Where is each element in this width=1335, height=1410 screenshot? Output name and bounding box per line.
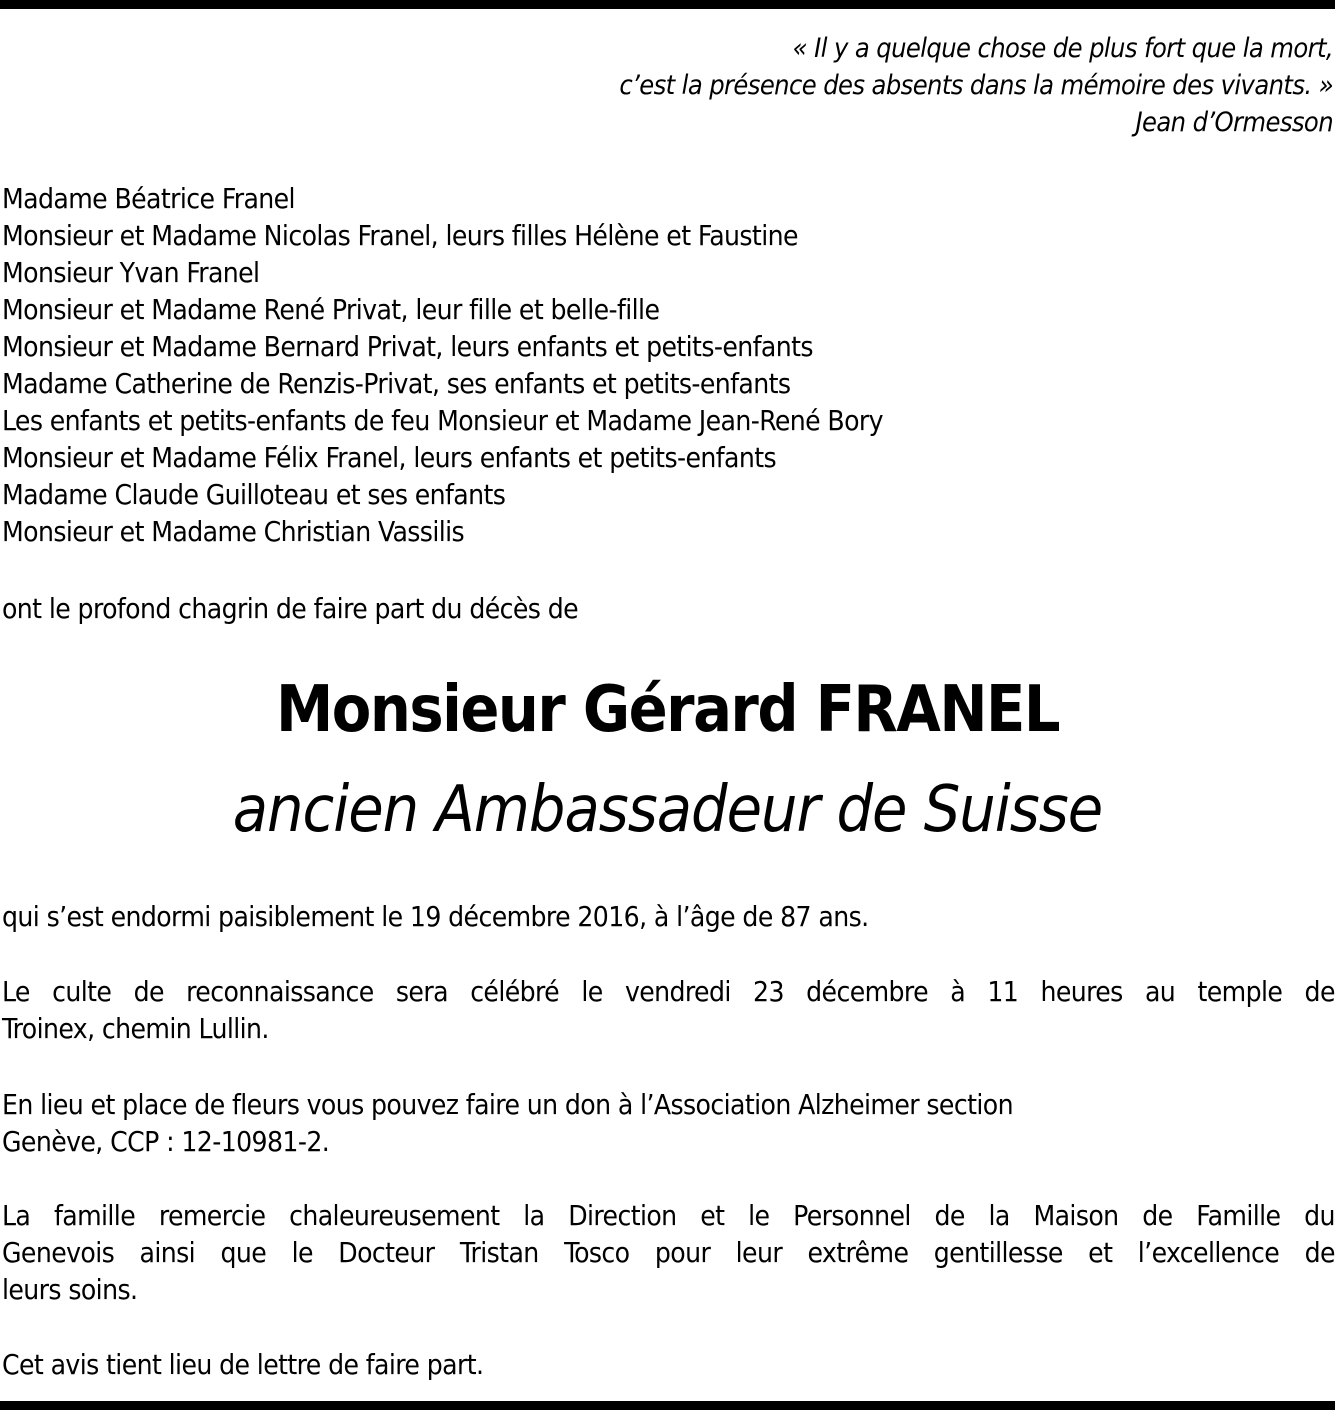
word: pour [654, 1236, 711, 1269]
word: Direction [568, 1199, 677, 1232]
word: l’excellence [1137, 1236, 1280, 1269]
word: le [748, 1199, 770, 1232]
word: Tristan [459, 1236, 539, 1269]
top-rule [0, 0, 1335, 9]
word: de [934, 1199, 965, 1232]
word: extrême [807, 1236, 909, 1269]
word: vendredi [624, 975, 731, 1008]
service-paragraph [2, 973, 1335, 1047]
closing-line: Cet avis tient lieu de lettre de faire part. [2, 1348, 484, 1381]
family-member: Monsieur et Madame Bernard Privat, leurs enfants et petits-enfants [2, 330, 813, 363]
word: de [1304, 1236, 1335, 1269]
epigraph-line-1: « Il y a quelque chose de plus fort que la mort, [792, 33, 1333, 64]
family-member: Les enfants et petits-enfants de feu Monsieur et Madame Jean-René Bory [2, 404, 883, 437]
word: heures [1040, 975, 1123, 1008]
word: La [2, 1199, 31, 1232]
deceased-title: ancien Ambassadeur de Suisse [232, 773, 1103, 847]
passing-line: qui s’est endormi paisiblement le 19 décembre 2016, à l’âge de 87 ans. [2, 900, 869, 933]
word: 23 [753, 975, 784, 1008]
family-list [2, 180, 883, 550]
word: de [133, 975, 164, 1008]
family-member: Monsieur et Madame Félix Franel, leurs enfants et petits-enfants [2, 441, 776, 474]
donation-line-1: En lieu et place de fleurs vous pouvez faire un don à l’Association Alzheimer section [2, 1088, 1013, 1121]
family-member: Madame Claude Guilloteau et ses enfants [2, 478, 506, 511]
word: que [220, 1236, 267, 1269]
epigraph-line-2: c’est la présence des absents dans la mémoire des vivants. » [619, 70, 1333, 101]
word: famille [53, 1199, 136, 1232]
word: du [1304, 1199, 1335, 1232]
donation-line-2: Genève, CCP : 12-10981-2. [2, 1125, 330, 1158]
thanks-line-3: leurs soins. [2, 1273, 138, 1306]
deceased-name: Monsieur Gérard FRANEL [275, 673, 1060, 747]
service-line-2: Troinex, chemin Lullin. [2, 1012, 269, 1045]
announcement-intro: ont le profond chagrin de faire part du décès de [2, 592, 579, 625]
word: à [950, 975, 966, 1008]
passing-paragraph [2, 898, 1335, 935]
word: remercie [158, 1199, 266, 1232]
word: la [523, 1199, 545, 1232]
word: le [291, 1236, 313, 1269]
word: reconnaissance [186, 975, 374, 1008]
donation-paragraph [2, 1086, 1335, 1160]
family-member: Monsieur et Madame Nicolas Franel, leurs filles Hélène et Faustine [2, 219, 798, 252]
family-member: Madame Béatrice Franel [2, 182, 295, 215]
epigraph-author: Jean d’Ormesson [1135, 107, 1333, 138]
family-member: Monsieur Yvan Franel [2, 256, 260, 289]
epigraph-quote [619, 30, 1333, 141]
word: de [1304, 975, 1335, 1008]
word: chaleureusement [289, 1199, 500, 1232]
thanks-line-1 [2, 1197, 1335, 1234]
word: le [581, 975, 603, 1008]
bottom-rule [0, 1401, 1335, 1410]
word: sera [395, 975, 448, 1008]
word: Tosco [564, 1236, 630, 1269]
word: et [1088, 1236, 1113, 1269]
word: temple [1197, 975, 1283, 1008]
word: décembre [806, 975, 928, 1008]
word: de [1142, 1199, 1173, 1232]
family-member: Madame Catherine de Renzis-Privat, ses enfants et petits-enfants [2, 367, 791, 400]
thanks-paragraph [2, 1197, 1335, 1308]
word: Personnel [793, 1199, 911, 1232]
closing-paragraph [2, 1346, 1335, 1383]
word: leur [735, 1236, 783, 1269]
word: célébré [470, 975, 560, 1008]
word: culte [52, 975, 112, 1008]
word: ainsi [139, 1236, 196, 1269]
word: Genevois [2, 1236, 115, 1269]
service-line-1 [2, 973, 1335, 1010]
word: gentillesse [933, 1236, 1063, 1269]
word: la [988, 1199, 1010, 1232]
family-member: Monsieur et Madame René Privat, leur fille et belle-fille [2, 293, 660, 326]
word: et [700, 1199, 725, 1232]
word: Docteur [338, 1236, 435, 1269]
word: Famille [1196, 1199, 1281, 1232]
word: 11 [987, 975, 1019, 1008]
word: Le [2, 975, 30, 1008]
family-member: Monsieur et Madame Christian Vassilis [2, 515, 465, 548]
word: Maison [1033, 1199, 1119, 1232]
thanks-line-2 [2, 1234, 1335, 1271]
word: au [1144, 975, 1176, 1008]
